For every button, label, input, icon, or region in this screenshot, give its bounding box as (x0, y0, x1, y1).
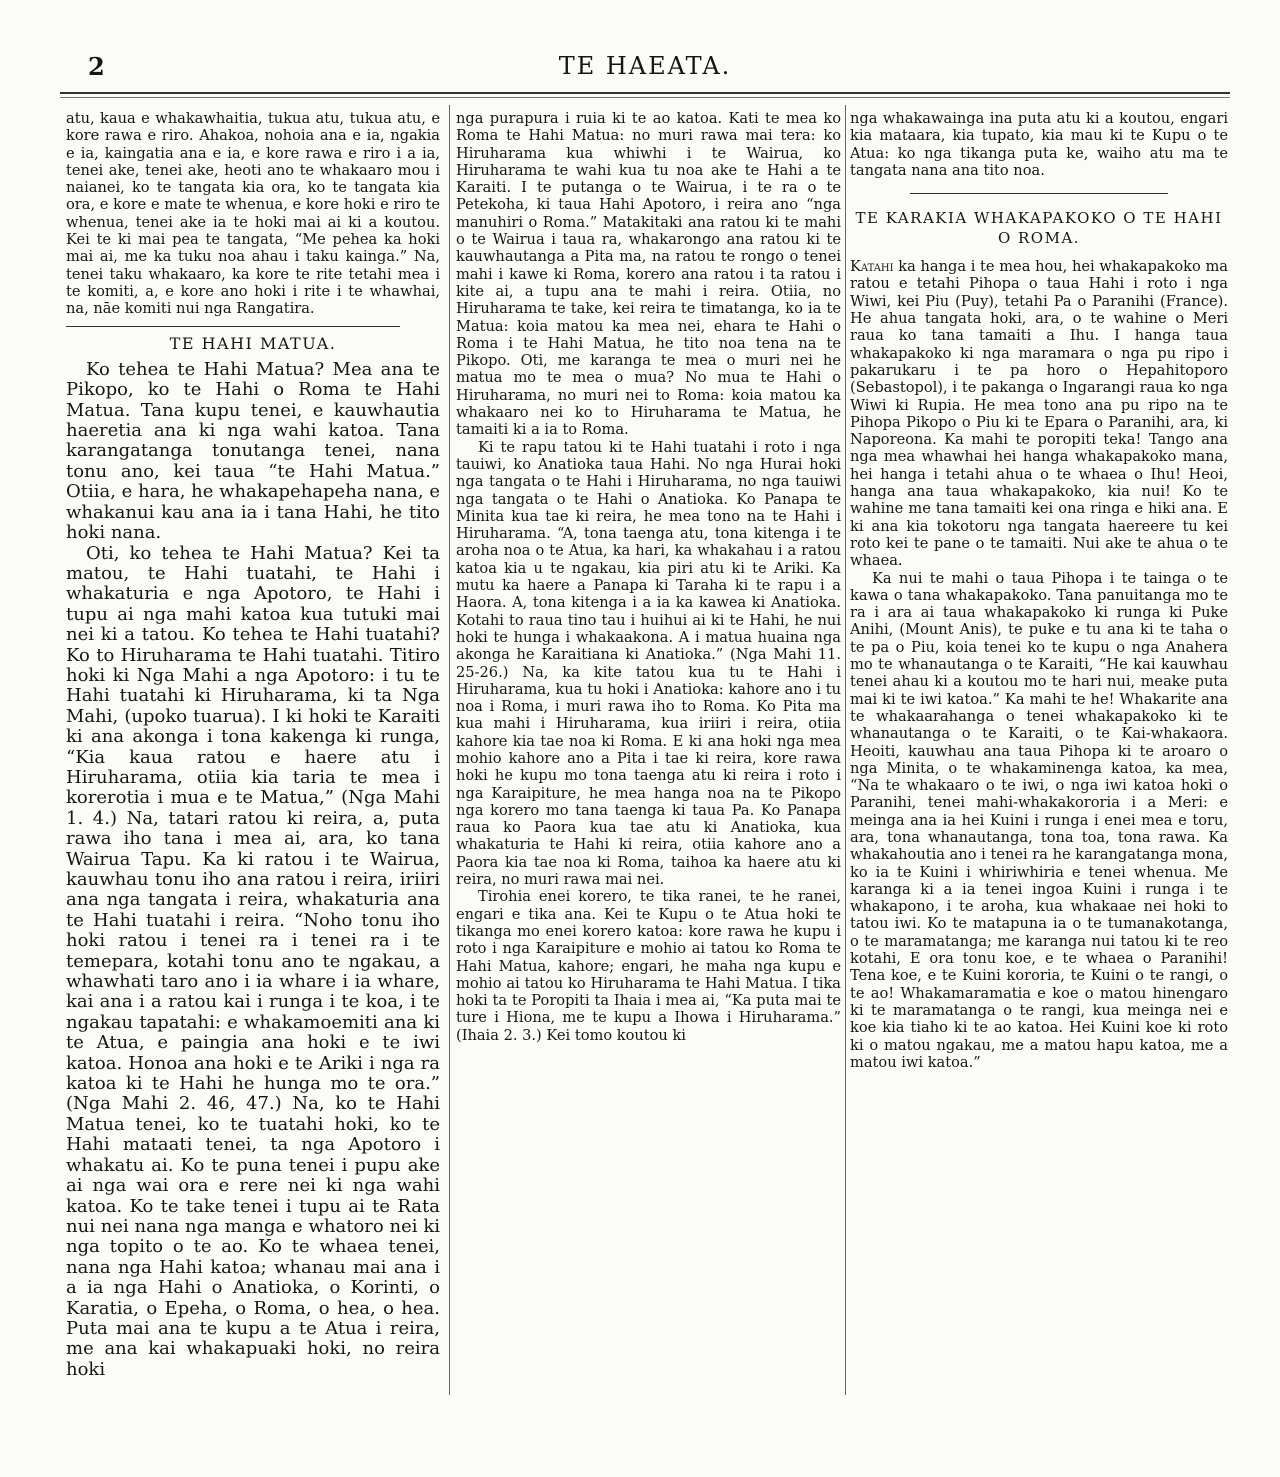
column-3 (850, 110, 1228, 1460)
column-1 (66, 110, 440, 1460)
col2-paragraph-1: nga purapura i ruia ki te ao katoa. Kati te mea ko Roma te Hahi Matua: no muri rawa mai tera: ko Hiruharama kua whiwhi i te Wairua, ko Hiruharama te wahi kua tu noa ake te Hahi a te Karaiti. I te putanga o te Wairua, i te ra o te Petekoha, ki taua Hahi Apotoro, i reira ano “nga manuhiri o Roma.” Matakitaki ana ratou ki te mahi o te Wairua i taua ra, whakarongo ana ratou ki te kauwhautanga a Pita ma, na ratou te rongo o tenei mahi i kawe ki Roma, korero ana ratou i ta ratou i kite ai, a tupu ana te mahi i reira. Otiia, no Hiruharama te take, kei reira te timatanga, ko ia te Matua: koia matou ka mea nei, ehara te Hahi o Roma i te Hahi Matua, he tito noa tena na te Pikopo. Oti, me karanga te mea o muri nei he matua mo te mea o mua? No mua te Hahi o Hiruharama, no muri nei to Roma: koia matou ka whakaaro nei ko to Hiruharama te Matua, he tamaiti ki a ia to Roma. (456, 110, 841, 439)
section-heading-hahi-matua: TE HAHI MATUA. (169, 333, 337, 353)
col2-paragraph-3: Tirohia enei korero, te tika ranei, te he ranei, engari e tika ana. Kei te Kupu o te Atua hoki te tikanga mo enei korero katoa: kore rawa he kupu i roto i nga Karaipiture e mohio ai tatou ko Roma te Hahi Matua, kahore; engari, he maha nga kupu e mohio ai tatou ko Hiruharama te Hahi Matua. I tika hoki ta te Poropiti ta Ihaia i mea ai, “Ka puta mai te ture i Hiona, me te kupu a Ihowa i Hiruharama.” (Ihaia 2. 3.) Kei tomo koutou ki (456, 888, 841, 1044)
header-rule (60, 92, 1230, 94)
column-divider-1 (449, 105, 450, 1395)
col3-paragraph-2-text: ka hanga i te mea hou, hei whakapakoko ma ratou e tetahi Pihopa o taua Hahi i roto i nga Wiwi, kei Piu (Puy), tetahi Pa o Paranihi (France). He ahua tangata hoki, ara, o te wahine o Meri raua ko tana tamaiti a Ihu. I hanga taua whakapakoko ki nga maramara o nga pu ripo i pakarukaru i te pa horo o Hepahitoporo (Sebastopol), i te pakanga o Ingarangi raua ko nga Wiwi ki Rupia. He mea tono ana pu ripo na te Pihopa Pikopo o Piu ki te Epara o Paranihi, ara, ki Naporeona. Ka mahi te poropiti teka! Tango ana nga mea whawhai hei hanga whakapakoko mana, hei hanga i tetahi ahua o te whaea o Ihu! Heoi, hanga ana taua whakapakoko, kia nui! Ko te wahine me tana tamaiti kei ona ringa e hiki ana. E ki ana kia tokotoru nga tangata haereere tu kei roto kei te pane o te tamaiti. Nui ake te ahua o te whaea. (850, 258, 1228, 570)
col3-paragraph-3: Ka nui te mahi o taua Pihopa i te tainga o te kawa o tana whakapakoko. Tana panuitanga mo te ra i ara ai taua whakapakoko ki runga ki Puke Anihi, (Mount Anis), te puke e tu ana ki te taha o te pa o Piu, koia tenei ko te kupu o nga Anahera mo te whanautanga o te Karaiti, “He kai kauwhau tenei ahau ki a koutou mo te hari nui, meake puta mai ki te iwi katoa.” Ka mahi te he! Whakarite ana te whakaarahanga o tenei whakapakoko ki te whanautanga o te Karaiti, o te Kai-whakaora. Heoiti, kauwhau ana taua Pihopa ki te aroaro o nga Minita, o te whakaminenga katoa, ka mea, “Na te whakaaro o te iwi, o nga iwi katoa hoki o Paranihi, tenei mahi-whakakororia i a Meri: e meinga ana ia hei Kuini i runga i enei mea e toru, ara, tona whanautanga, tona toa, tona rawa. Ka whakahoutia ano i tenei ra he karangatanga mona, ko ia te Kuini i whiriwhiria e tenei whenua. Me karanga ki a ia tenei ingoa Kuini i runga i te whakapono, i te aroha, kua whakaae nei hoki to tatou iwi. Ko te matapuna ia o te tumanakotanga, o te maramatanga; me karanga nui tatou ki te reo kotahi, E ora tonu koe, e te whaea o Paranihi! Tena koe, e te Kuini kororia, te Kuini o te rangi, o te ao! Whakamaramatia e koe o matou hinengaro ki te maramatanga o te rangi, kua meinga nei e koe kia tiaho ki te ao katoa. Hei Kuini koe ki roto ki o matou ngakau, me a matou hapu katoa, me a matou iwi katoa.” (850, 569, 1228, 1071)
header-rule-thin (60, 97, 1230, 98)
col1-paragraph-3: Oti, ko tehea te Hahi Matua? Kei ta matou, te Hahi tuatahi, te Hahi i whakaturia e nga Apotoro, te Hahi i tupu ai nga mahi katoa kua tutuki mai nei ki a tatou. Ko tehea te Hahi tuatahi? Ko to Hiruharama te Hahi tuatahi. Titiro hoki ki Nga Mahi a nga Apotoro: i tu te Hahi tuatahi ki Hiruharama, ki ta Nga Mahi, (upoko tuarua). I ki hoki te Karaiti ki ana akonga i tona kakenga ki runga, “Kia kaua ratou e haere atu i Hiruharama, otiia kia taria te mea i korerotia i mua e te Matua,” (Nga Mahi 1. 4.) Na, tatari ratou ki reira, a, puta rawa iho tana i mea ai, ara, ko tana Wairua Tapu. Ka ki ratou i te Wairua, kauwhau tonu iho ana ratou i reira, iriiri ana nga tangata i reira, whakaturia ana te Hahi tuatahi i reira. “Noho tonu iho hoki ratou i tenei ra i tenei ra i te temepara, kotahi tonu ano te ngakau, a whawhati taro ano i ia whare i ia whare, kai ana i a ratou kai i runga i te koa, i te ngakau tapatahi: e whakamoemiti ana ki te Atua, e paingia ana hoki e te iwi katoa. Honoa ana hoki e te Ariki i nga ra katoa ki te Hahi he hunga mo te ora.” (Nga Mahi 2. 46, 47.) Na, ko te Hahi Matua tenei, ko te tuatahi hoki, ko te Hahi mataati tenei, ta nga Apotoro i whakatu ai. Ko te puna tenei i pupu ake ai nga wai ora e rere nei ki nga wahi katoa. Ko te take tenei i tupu ai te Rata nui nei nana nga manga e whatoro nei ki nga topito o te ao. Ko te whaea tenei, nana nga Hahi katoa; whanau mai ana i a ia nga Hahi o Anatioka, o Korinti, o Karatia, o Epeha, o Roma, o hea, o hea. Puta mai ana te kupu a te Atua i reira, me ana kai whakapuaki hoki, no reira hoki (66, 542, 440, 1380)
section-heading-karakia: TE KARAKIA WHAKAPAKOKO O TE HAHI O ROMA. (855, 209, 1223, 248)
col1-paragraph-2: Ko tehea te Hahi Matua? Mea ana te Pikopo, ko te Hahi o Roma te Hahi Matua. Tana kupu tenei, e kauwhautia haeretia ana ki nga wahi katoa. Tana karangatanga tonutanga tenei, nana tonu ano, kei taua “te Hahi Matua.” Otiia, e hara, he whakapehapeha nana, e whakanui kau ana ia i tana Hahi, he tito hoki nana. (66, 358, 440, 544)
col3-paragraph-1: nga whakawainga ina puta atu ki a koutou, engari kia mataara, kia tupato, kia mau ki te Kupu o te Atua: ko nga tikanga puta ke, waiho atu ma te tangata nana ana tito noa. (850, 110, 1228, 179)
column-2 (456, 110, 841, 1460)
col1-paragraph-1: atu, kaua e whakawhaitia, tukua atu, tukua atu, e kore rawa e riro. Ahakoa, nohoia ana e ia, ngakia e ia, kaingatia ana e ia, e kore rawa e riro i a ia, tenei ake, tenei ake, heoti ano te whakaaro mou i naianei, ko te tangata kia ora, ko te tangata kia ora, e kore e mate te whenua, e kore hoki e riro te whenua, tenei ake ia te hoki mai ai ki a koutou. Kei te ki mai pea te tangata, “Me pehea ka hoki mai ai, me ka tuku noa ahau i taku kainga.” Na, tenei taku whakaaro, ka kore te rite tetahi mea i te komiti, a, e kore ano hoki i rite i te whawhai, na, nāe komiti nui nga Rangatira. (66, 110, 440, 318)
section-rule-2 (910, 193, 1168, 194)
column-divider-2 (845, 105, 846, 1395)
section-rule (66, 326, 400, 327)
lead-word: Katahi (850, 258, 894, 276)
col2-paragraph-2: Ki te rapu tatou ki te Hahi tuatahi i roto i nga tauiwi, ko Anatioka taua Hahi. No nga Hurai hoki nga tangata o te Hahi i Hiruharama, no nga tauiwi nga tangata o te Hahi o Anatioka. Ko Panapa te Minita kua tae ki reira, he mea tono na te Hahi i Hiruharama. “A, tona taenga atu, tona kitenga i te aroha noa o te Atua, ka hari, ka whakahau i a ratou katoa kia u te ngakau, kia piri atu ki te Ariki. Ka mutu ka haere a Panapa ki Taraha ki te rapu i a Haora. A, tona kitenga i a ia ka kawea ki Anatioka. Kotahi to raua tino tau i huihui ai ki te Hahi, he nui hoki te hunga i whakaakona. A i matua huaina nga akonga he Karaitiana ki Anatioka.” (Nga Mahi 11. 25-26.) Na, ka kite tatou kua tu te Hahi i Hiruharama, kua tu hoki i Anatioka: kahore ano i tu noa i Roma, i muri rawa iho to Roma. Ko Pita ma kua mahi i Hiruharama, kua iriiri i reira, otiia kahore kia tae noa ki Roma. E ki ana hoki nga mea mohio kahore ano a Pita i tae ki reira, kore rawa hoki he kupu mo tona taenga atu ki reira i roto i nga Karaipiture, he mea hanga noa na te Pikopo nga korero mo tana taenga ki taua Pa. Ko Panapa raua ko Paora kua tae atu ki Anatioka, kua whakaturia te Hahi ki reira, otiia kahore ano a Paora kia tae noa ki Roma, taihoa ka haere atu ki reira, no muri rawa mai nei. (456, 438, 841, 889)
newspaper-title: TE HAEATA. (558, 52, 732, 80)
article-hahi-matua (66, 360, 440, 1380)
col3-paragraph-2 (850, 258, 1228, 569)
page-header (60, 52, 1230, 82)
page-number: 2 (88, 52, 105, 81)
